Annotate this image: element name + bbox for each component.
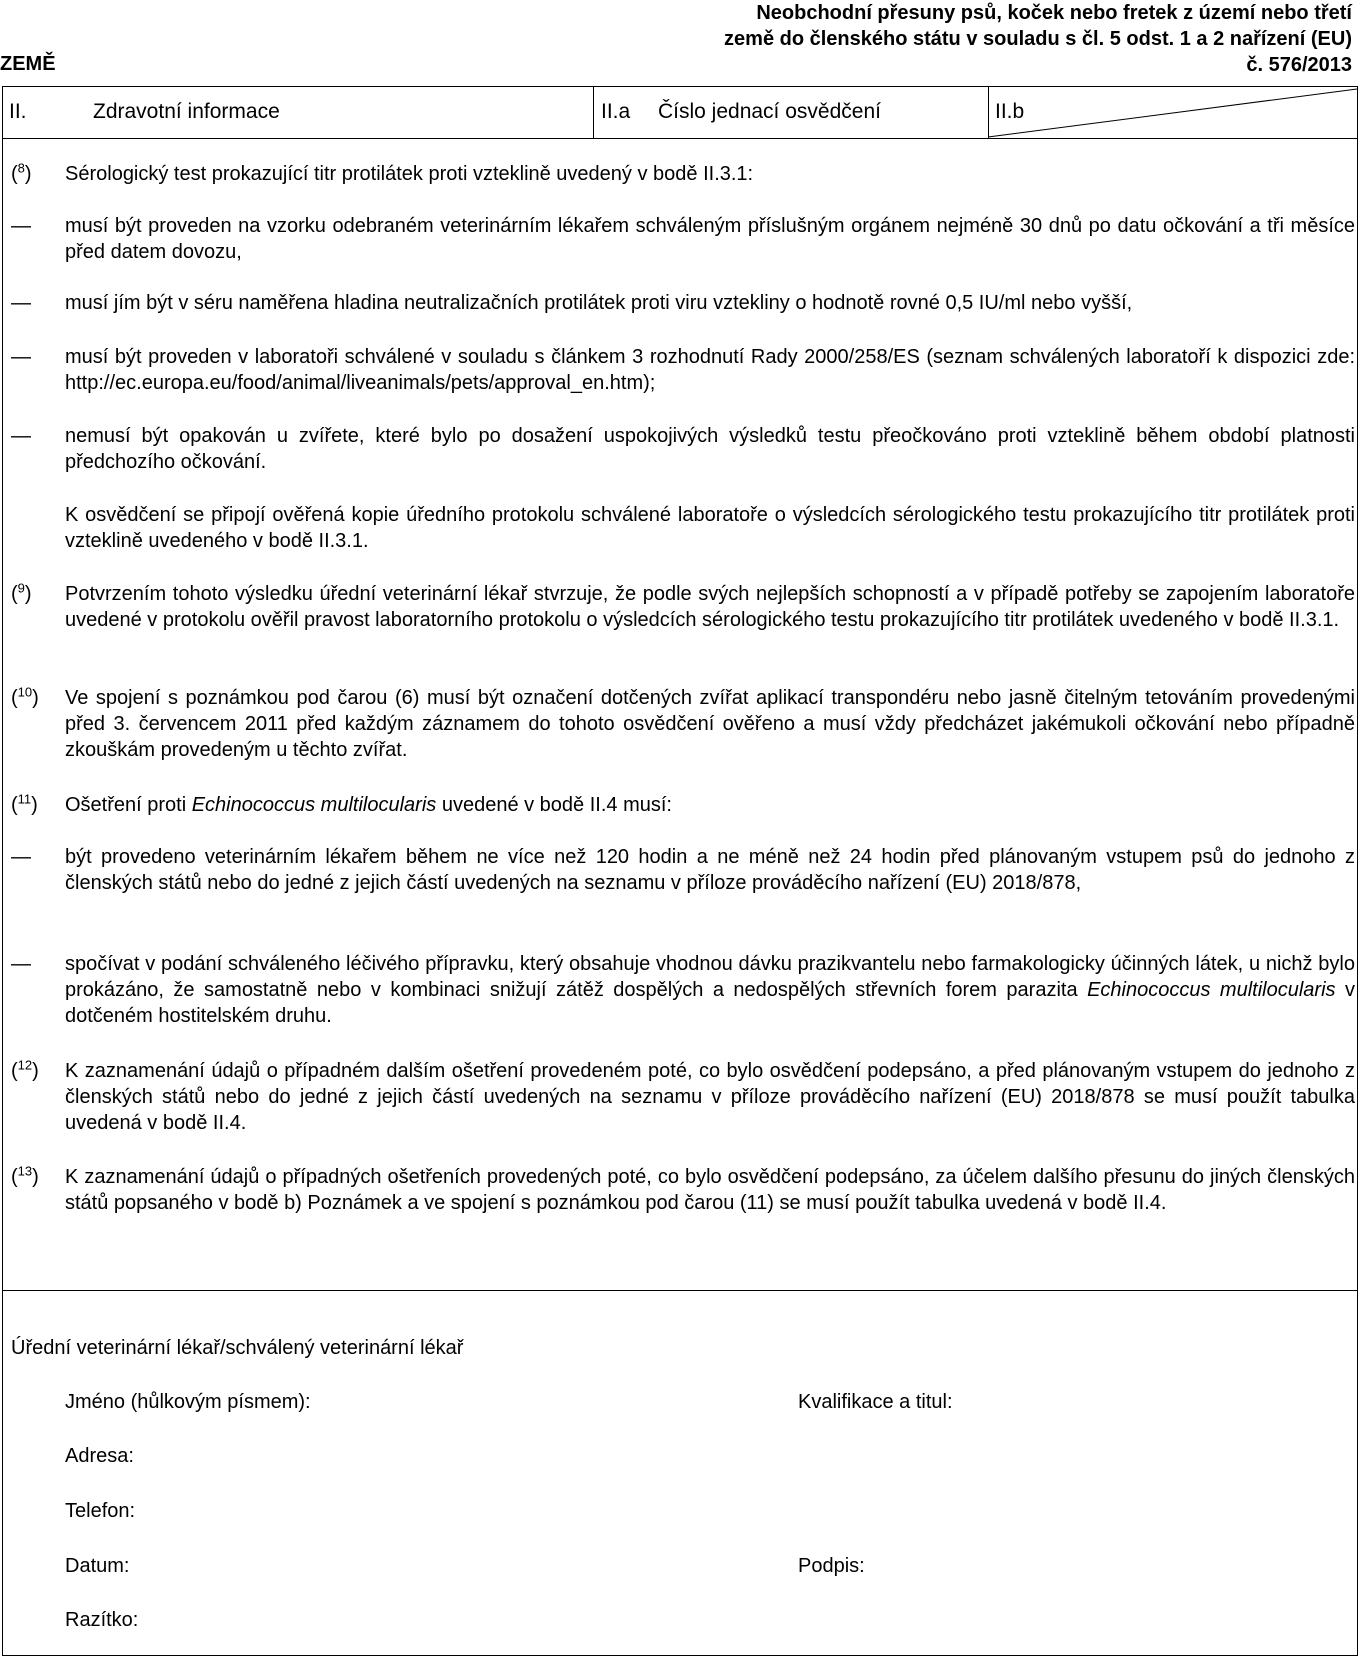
footnote-marker: ($^8$) xyxy=(11,160,32,185)
footnote-text: Ošetření proti Echinococcus multilocularis uvedené v bodě II.4 musí: xyxy=(65,794,672,816)
dash-bullet: — xyxy=(11,953,31,975)
footnote-text: K zaznamenání údajů o případných ošetřeních provedených poté, co bylo osvědčení podepsáno, za účelem dalšího přesunu do jiných členských států popsaného v bodě b) Poznámek a ve spojení s poznámkou pod čarou (11) se musí použít tabulka uvedená v bodě II.4. xyxy=(65,1166,1355,1214)
date-label: Datum: xyxy=(65,1555,130,1577)
signature-divider xyxy=(3,1290,1357,1291)
footnote-text: K zaznamenání údajů o případném dalším ošetření provedeném poté, co bylo osvědčení podepsáno, a před plánovaným vstupem do jednoho z členských států nebo do jedné z jejich částí uvedených na seznamu v příloze prováděcího nařízení (EU) 2018/878 se musí použít tabulka uvedená v bodě II.4. xyxy=(65,1060,1355,1134)
header-title-line: č. 576/2013 xyxy=(1246,54,1352,76)
dash-bullet: — xyxy=(11,215,31,237)
section-header-row xyxy=(3,87,1357,139)
section-title: Zdravotní informace xyxy=(93,100,280,123)
cell-divider xyxy=(593,87,594,138)
footnote-marker: ($^{11}$) xyxy=(11,791,38,816)
footnote-text: Ve spojení s poznámkou pod čarou (6) musí být označení dotčených zvířat aplikací transpondéru nebo jasně čitelným tetováním provedenými před 3. červencem 2011 před každým záznamem do tohoto osvědčení ověřeno a musí vždy předcházet jakémukoli očkování nebo případně zkouškám provedeným u těchto zvířat. xyxy=(65,687,1355,761)
footnote-marker: ($^{12}$) xyxy=(11,1057,39,1082)
dash-text: musí být proveden na vzorku odebraném veterinárním lékařem schváleným příslušným orgánem nejméně 30 dnů po datu očkování a tři měsíce před datem dovozu, xyxy=(65,215,1355,263)
footnote-marker: ($^{13}$) xyxy=(11,1163,39,1188)
dash-text: musí být proveden v laboratoři schválené v souladu s článkem 3 rozhodnutí Rady 2000/258/ES (seznam schválených laboratoří k dispozici zde: http://ec.europa.eu/food/animal/liveanimals/pets/approval_en.htm); xyxy=(65,346,1355,394)
header-title xyxy=(724,0,1352,78)
document-header xyxy=(0,0,1360,86)
paragraph-text: K osvědčení se připojí ověřená kopie úředního protokolu schválené laboratoře o výsledcích sérologického testu prokazujícího titr protilátek proti vzteklině uvedeného v bodě II.3.1. xyxy=(65,504,1355,552)
dash-bullet: — xyxy=(11,846,31,868)
reference-code: II.a xyxy=(601,100,631,123)
section-code: II. xyxy=(9,100,27,123)
diagonal-strike-line xyxy=(988,87,1357,138)
stamp-label: Razítko: xyxy=(65,1609,139,1631)
footnote-marker: ($^9$) xyxy=(11,580,32,605)
header-title-line: země do členského státu v souladu s čl. 5 odst. 1 a 2 nařízení (EU) xyxy=(724,28,1352,50)
certificate-frame xyxy=(2,86,1358,1656)
dash-text: spočívat v podání schváleného léčivého přípravku, který obsahuje vhodnou dávku prazikvantelu nebo farmakologicky účinných látek, u nichž bylo prokázáno, že samostatně nebo v kombinaci snižují zátěž dospělých a nedospělých střevních forem parazita Echinococcus multilocularis v dotčeném hostitelském druhu. xyxy=(65,953,1356,1027)
header-left-label: ZEMĚ xyxy=(0,53,56,75)
dash-bullet: — xyxy=(11,346,31,368)
footnote-text: Potvrzením tohoto výsledku úřední veterinární lékař stvrzuje, že podle svých nejlepších schopností a v případě potřeby se zapojením laboratoře uvedené v protokolu ověřil pravost laboratorního protokolu o výsledcích sérologického testu prokazujícího titr protilátek uvedeného v bodě II.3.1. xyxy=(65,583,1355,631)
phone-label: Telefon: xyxy=(65,1500,136,1522)
signature-heading: Úřední veterinární lékař/schválený veterinární lékař xyxy=(11,1337,464,1359)
dash-bullet: — xyxy=(11,292,31,314)
dash-text: být provedeno veterinárním lékařem během ne více než 120 hodin a ne méně než 24 hodin před plánovaným vstupem psů do jednoho z členských států nebo do jedné z jejich částí uvedených na seznamu v příloze prováděcího nařízení (EU) 2018/878, xyxy=(65,846,1355,894)
dash-bullet: — xyxy=(11,425,31,447)
section-code-b: II.b xyxy=(995,100,1025,123)
name-label: Jméno (hůlkovým písmem): xyxy=(65,1391,311,1413)
footnote-text: Sérologický test prokazující titr protilátek proti vzteklině uvedený v bodě II.3.1: xyxy=(65,163,754,185)
header-title-line: Neobchodní přesuny psů, koček nebo fretek z území nebo třetí xyxy=(756,2,1352,24)
address-label: Adresa: xyxy=(65,1445,134,1467)
dash-text: musí jím být v séru naměřena hladina neutralizačních protilátek proti viru vztekliny o hodnotě rovné 0,5 IU/ml nebo vyšší, xyxy=(65,292,1133,314)
reference-label: Číslo jednací osvědčení xyxy=(658,100,881,123)
qualification-label: Kvalifikace a titul: xyxy=(798,1391,953,1413)
species-name: Echinococcus multilocularis xyxy=(191,794,437,816)
species-name: Echinococcus multilocularis xyxy=(1087,979,1336,1001)
signature-label: Podpis: xyxy=(798,1555,865,1577)
dash-text: nemusí být opakován u zvířete, které bylo po dosažení uspokojivých výsledků testu přeočkováno proti vzteklině během období platnosti předchozího očkování. xyxy=(65,425,1355,473)
footnote-marker: ($^{10}$) xyxy=(11,684,39,709)
